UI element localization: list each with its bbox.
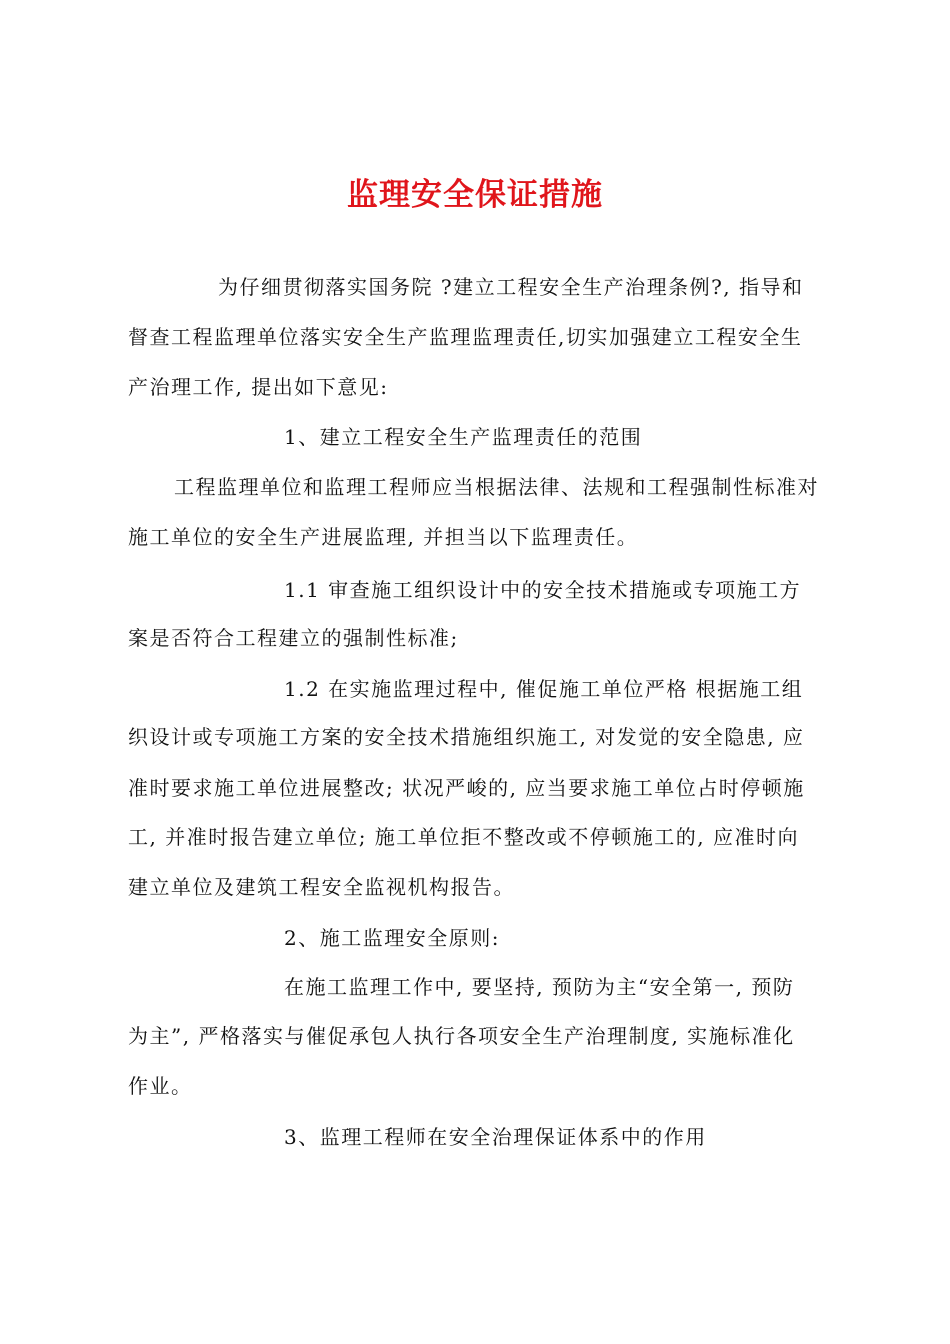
- body-line: 督查工程监理单位落实安全生产监理监理责任,切实加强建立工程安全生: [128, 325, 803, 349]
- body-line: 工程监理单位和监理工程师应当根据法律、法规和工程强制性标准对: [174, 475, 819, 499]
- body-line: 工, 并准时报告建立单位; 施工单位拒不整改或不停顿施工的, 应准时向: [128, 825, 800, 849]
- section-heading: 2、施工监理安全原则:: [284, 926, 500, 950]
- body-line: 施工单位的安全生产进展监理, 并担当以下监理责任。: [128, 525, 639, 549]
- section-heading: 1、建立工程安全生产监理责任的范围: [284, 425, 643, 449]
- body-line: 准时要求施工单位进展整改; 状况严峻的, 应当要求施工单位占时停顿施: [128, 776, 805, 800]
- body-line: 1.2 在实施监理过程中, 催促施工单位严格 根据施工组: [284, 677, 804, 701]
- body-line: 为主”, 严格落实与催促承包人执行各项安全生产治理制度, 实施标准化: [128, 1024, 795, 1048]
- body-line: 建立单位及建筑工程安全监视机构报告。: [128, 875, 515, 899]
- body-line: 作业。: [128, 1074, 193, 1098]
- body-line: 织设计或专项施工方案的安全技术措施组织施工, 对发觉的安全隐患, 应: [128, 725, 805, 749]
- body-line: 为仔细贯彻落实国务院 ?建立工程安全生产治理条例?, 指导和: [218, 275, 804, 299]
- body-line: 产治理工作, 提出如下意见:: [128, 375, 389, 399]
- body-line: 在施工监理工作中, 要坚持, 预防为主“安全第一, 预防: [284, 975, 795, 999]
- body-line: 1.1 审查施工组织设计中的安全技术措施或专项施工方: [284, 578, 802, 602]
- section-heading: 3、监理工程师在安全治理保证体系中的作用: [284, 1125, 707, 1149]
- body-line: 案是否符合工程建立的强制性标准;: [128, 626, 459, 650]
- document-title: 监理安全保证措施: [347, 177, 603, 213]
